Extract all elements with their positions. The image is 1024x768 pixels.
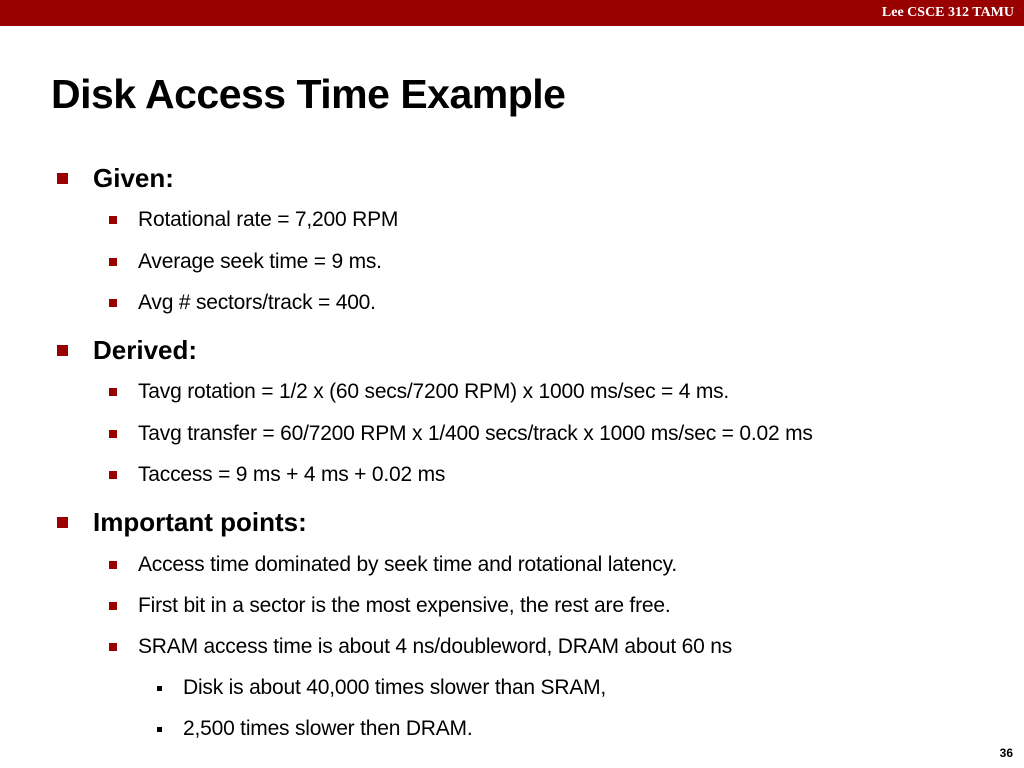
sub-list-item — [157, 676, 606, 700]
course-label: Lee CSCE 312 TAMU — [881, 5, 1014, 20]
sub-list-item — [157, 717, 472, 741]
list-item-text: Taccess = 9 ms + 4 ms + 0.02 ms — [138, 463, 446, 486]
small-square-bullet-icon — [157, 727, 162, 732]
list-item-text: Tavg transfer = 60/7200 RPM x 1/400 secs/track x 1000 ms/sec = 0.02 ms — [138, 422, 813, 445]
list-item-text: Tavg rotation = 1/2 x (60 secs/7200 RPM) x 1000 ms/sec = 4 ms. — [138, 380, 730, 403]
square-bullet-icon — [109, 299, 117, 307]
section-heading: Derived: — [93, 335, 198, 365]
square-bullet-icon — [57, 517, 68, 528]
list-item — [109, 291, 376, 315]
list-item — [109, 380, 729, 404]
square-bullet-icon — [109, 602, 117, 610]
list-item-text: Avg # sectors/track = 400. — [138, 291, 376, 314]
small-square-bullet-icon — [157, 686, 162, 691]
list-item — [109, 594, 670, 618]
list-item-text: First bit in a sector is the most expensive, the rest are free. — [138, 594, 671, 617]
square-bullet-icon — [109, 430, 117, 438]
square-bullet-icon — [109, 471, 117, 479]
square-bullet-icon — [57, 173, 68, 184]
section-given — [57, 163, 174, 194]
list-item — [109, 250, 382, 274]
sub-list-item-text: 2,500 times slower then DRAM. — [183, 717, 473, 740]
square-bullet-icon — [109, 561, 117, 569]
list-item — [109, 553, 677, 577]
square-bullet-icon — [57, 345, 68, 356]
list-item — [109, 635, 732, 659]
square-bullet-icon — [109, 388, 117, 396]
list-item — [109, 422, 813, 446]
page-number: 36 — [999, 746, 1013, 760]
list-item-text: Average seek time = 9 ms. — [138, 250, 382, 273]
list-item-text: Rotational rate = 7,200 RPM — [138, 208, 399, 231]
section-derived — [57, 335, 197, 366]
square-bullet-icon — [109, 643, 117, 651]
section-important-points — [57, 507, 307, 538]
slide-title: Disk Access Time Example — [51, 71, 566, 117]
section-heading: Important points: — [93, 507, 307, 537]
list-item-text: Access time dominated by seek time and rotational latency. — [138, 553, 677, 576]
square-bullet-icon — [109, 216, 117, 224]
sub-list-item-text: Disk is about 40,000 times slower than SRAM, — [183, 676, 607, 699]
square-bullet-icon — [109, 258, 117, 266]
list-item — [109, 463, 445, 487]
list-item-text: SRAM access time is about 4 ns/doubleword, DRAM about 60 ns — [138, 635, 732, 658]
section-heading: Given: — [93, 163, 174, 193]
list-item — [109, 208, 398, 232]
